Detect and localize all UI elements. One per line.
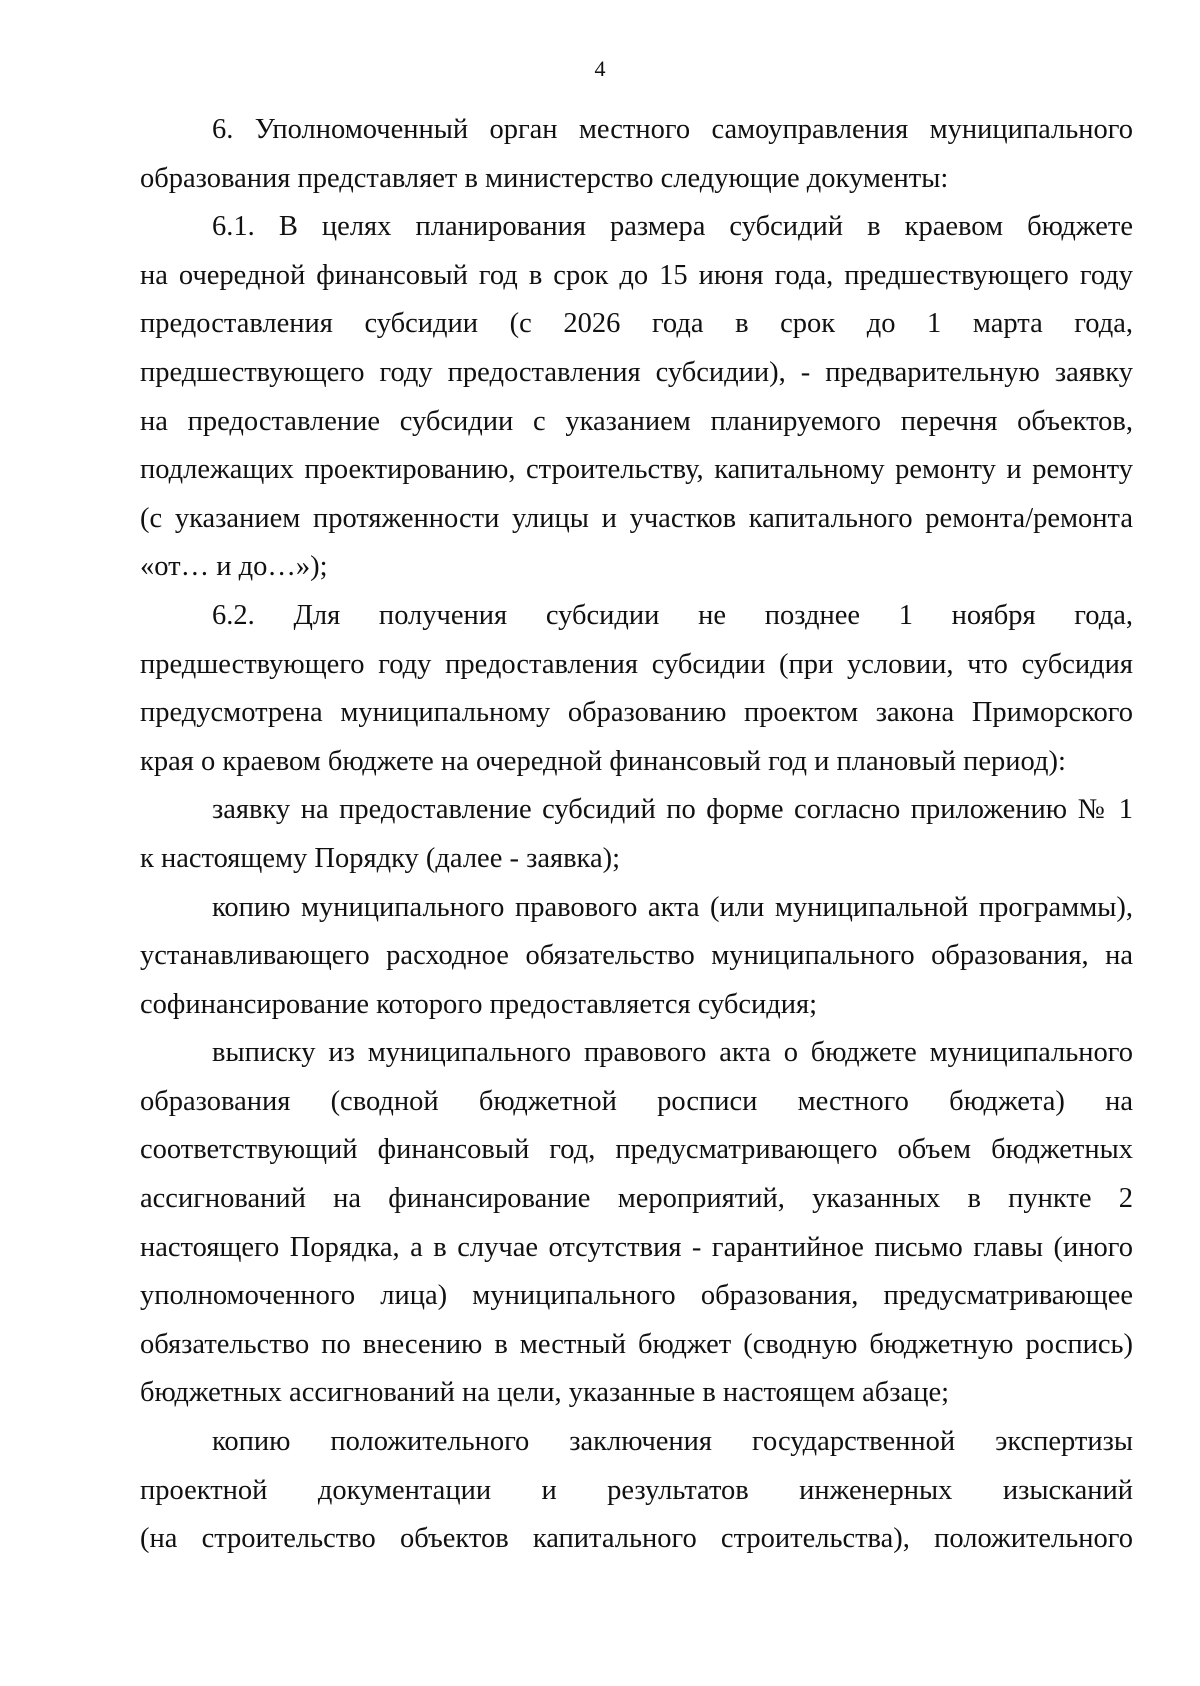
text-line: уполномоченного лица) муниципального образования, предусматривающее <box>140 1280 1133 1312</box>
text-line: предусмотрена муниципальному образованию проектом закона Приморского <box>140 697 1133 729</box>
text-line: бюджетных ассигнований на цели, указанные в настоящем абзаце; <box>140 1377 950 1409</box>
text-line: подлежащих проектированию, строительству, капитальному ремонту и ремонту <box>140 454 1133 486</box>
text-line: заявку на предоставление субсидий по форме согласно приложению № 1 <box>212 794 1133 826</box>
text-line: выписку из муниципального правового акта о бюджете муниципального <box>212 1037 1133 1069</box>
page-number: 4 <box>594 56 606 81</box>
text-line: настоящего Порядка, а в случае отсутствия - гарантийное письмо главы (иного <box>140 1231 1133 1263</box>
paragraph-budget-extract <box>140 1029 1133 1418</box>
paragraph-legal-act-copy <box>140 884 1133 1030</box>
paragraph-6-1 <box>140 203 1133 592</box>
text-line: софинансирование которого предоставляется субсидия; <box>140 988 818 1020</box>
text-line: предшествующего году предоставления субсидии), - предварительную заявку <box>140 356 1133 388</box>
text-line: на предоставление субсидии с указанием планируемого перечня объектов, <box>140 405 1133 437</box>
text-line: 6.2. Для получения субсидии не позднее 1 ноября года, <box>212 599 1133 631</box>
paragraph-6 <box>140 106 1133 203</box>
text-line: предшествующего году предоставления субсидии (при условии, что субсидия <box>140 648 1133 680</box>
text-line: 6.1. В целях планирования размера субсидий в краевом бюджете <box>212 211 1133 243</box>
paragraph-expertise-copy <box>140 1418 1133 1564</box>
text-line: к настоящему Порядку (далее - заявка); <box>140 842 621 874</box>
paragraph-application <box>140 786 1133 883</box>
text-line: копию положительного заключения государственной экспертизы <box>212 1426 1133 1458</box>
text-line: копию муниципального правового акта (или муниципальной программы), <box>212 891 1133 923</box>
text-line: на очередной финансовый год в срок до 15 июня года, предшествующего году <box>140 259 1133 291</box>
text-line: 6. Уполномоченный орган местного самоуправления муниципального <box>212 114 1133 145</box>
text-line: образования (сводной бюджетной росписи местного бюджета) на <box>140 1085 1133 1117</box>
text-line: обязательство по внесению в местный бюджет (сводную бюджетную роспись) <box>140 1328 1133 1360</box>
document-body <box>140 106 1133 1564</box>
text-line: (на строительство объектов капитального строительства), положительного <box>140 1523 1133 1555</box>
text-line: ассигнований на финансирование мероприятий, указанных в пункте 2 <box>140 1183 1133 1215</box>
text-line: устанавливающего расходное обязательство муниципального образования, на <box>140 940 1133 972</box>
text-line: предоставления субсидии (с 2026 года в срок до 1 марта года, <box>140 308 1133 340</box>
text-line: проектной документации и результатов инженерных изысканий <box>140 1474 1133 1506</box>
text-line: «от… и до…»); <box>140 551 328 583</box>
text-line: образования представляет в министерство следующие документы: <box>140 162 949 194</box>
text-line: (с указанием протяженности улицы и участков капитального ремонта/ремонта <box>140 502 1133 534</box>
text-line: края о краевом бюджете на очередной финансовый год и плановый период): <box>140 745 1066 777</box>
text-line: соответствующий финансовый год, предусматривающего объем бюджетных <box>140 1134 1133 1166</box>
paragraph-6-2 <box>140 592 1133 786</box>
